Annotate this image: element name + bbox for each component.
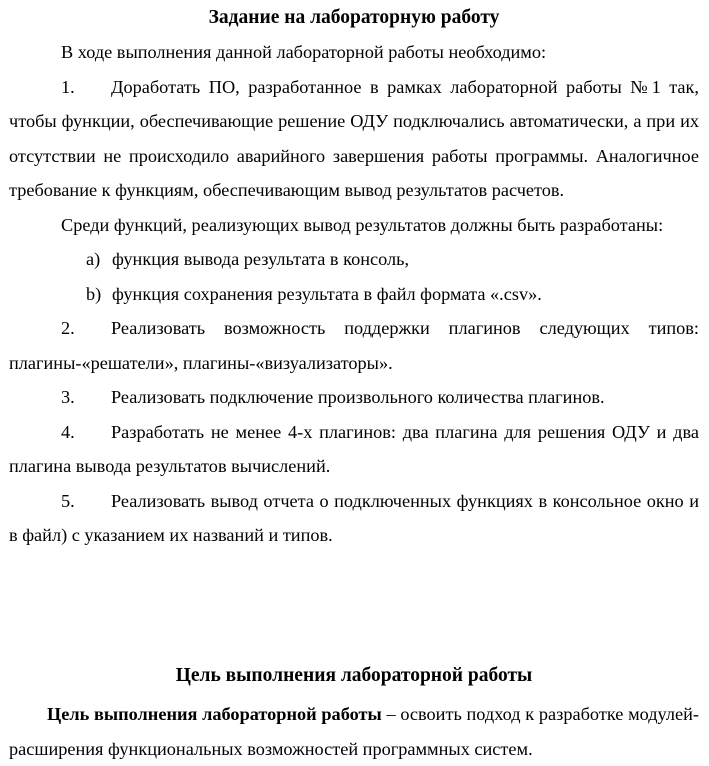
item-number: 3. xyxy=(61,387,75,407)
sublist-text: функция вывода результата в консоль, xyxy=(112,249,410,269)
assignment-item-2 xyxy=(9,311,699,380)
assignment-title: Задание на лабораторную работу xyxy=(208,7,500,28)
sublist-text: функция сохранения результата в файл формата «.csv». xyxy=(112,283,542,304)
item-number: 4. xyxy=(61,421,75,442)
assignment-item-3 xyxy=(9,380,699,415)
assignment-intro: В ходе выполнения данной лабораторной работы необходимо: xyxy=(61,42,547,62)
document-page xyxy=(9,0,700,759)
sublist-label: a) xyxy=(86,249,101,269)
goal-lead: Цель выполнения лабораторной работы xyxy=(47,704,382,724)
goal-title: Цель выполнения лабораторной работы xyxy=(175,665,533,686)
item-number: 5. xyxy=(61,490,75,511)
assignment-item-4 xyxy=(9,415,699,484)
item-text: Реализовать подключение произвольного количества плагинов. xyxy=(111,387,605,407)
item-number: 2. xyxy=(61,318,75,338)
item-text: Доработать ПО, разработанное в рамках лабораторной работы №1 так, чтобы функции, обеспечивающие решение ОДУ подключались автоматически, а при их отсутствии не происходило аварийного завершения работы программы. Аналогичное требование к функциям, обеспечивающим вывод результатов расчетов. xyxy=(9,76,699,200)
item-text: Реализовать возможность поддержки плагинов следующих типов: плагины-«решатели», плагины-«визуализаторы». xyxy=(9,318,699,373)
item-text: Разработать не менее 4-х плагинов: два плагина для решения ОДУ и два плагина вывода результатов вычислений. xyxy=(9,421,699,476)
sublist-label: b) xyxy=(86,283,102,304)
assignment-item-5 xyxy=(9,484,699,553)
goal-text: – освоить подход к разработке модулей-расширения функциональных возможностей программных систем. xyxy=(9,704,700,759)
sublist-item-b xyxy=(9,277,699,312)
item-number: 1. xyxy=(61,76,75,97)
item-text: Реализовать вывод отчета о подключенных функциях в консольное окно и в файл) с указанием их названий и типов. xyxy=(9,490,699,545)
sublist-item-a xyxy=(9,242,699,277)
assignment-item-1 xyxy=(9,70,699,208)
goal-paragraph xyxy=(9,697,699,766)
output-functions-intro: Среди функций, реализующих вывод результатов должны быть разработаны: xyxy=(61,214,664,235)
